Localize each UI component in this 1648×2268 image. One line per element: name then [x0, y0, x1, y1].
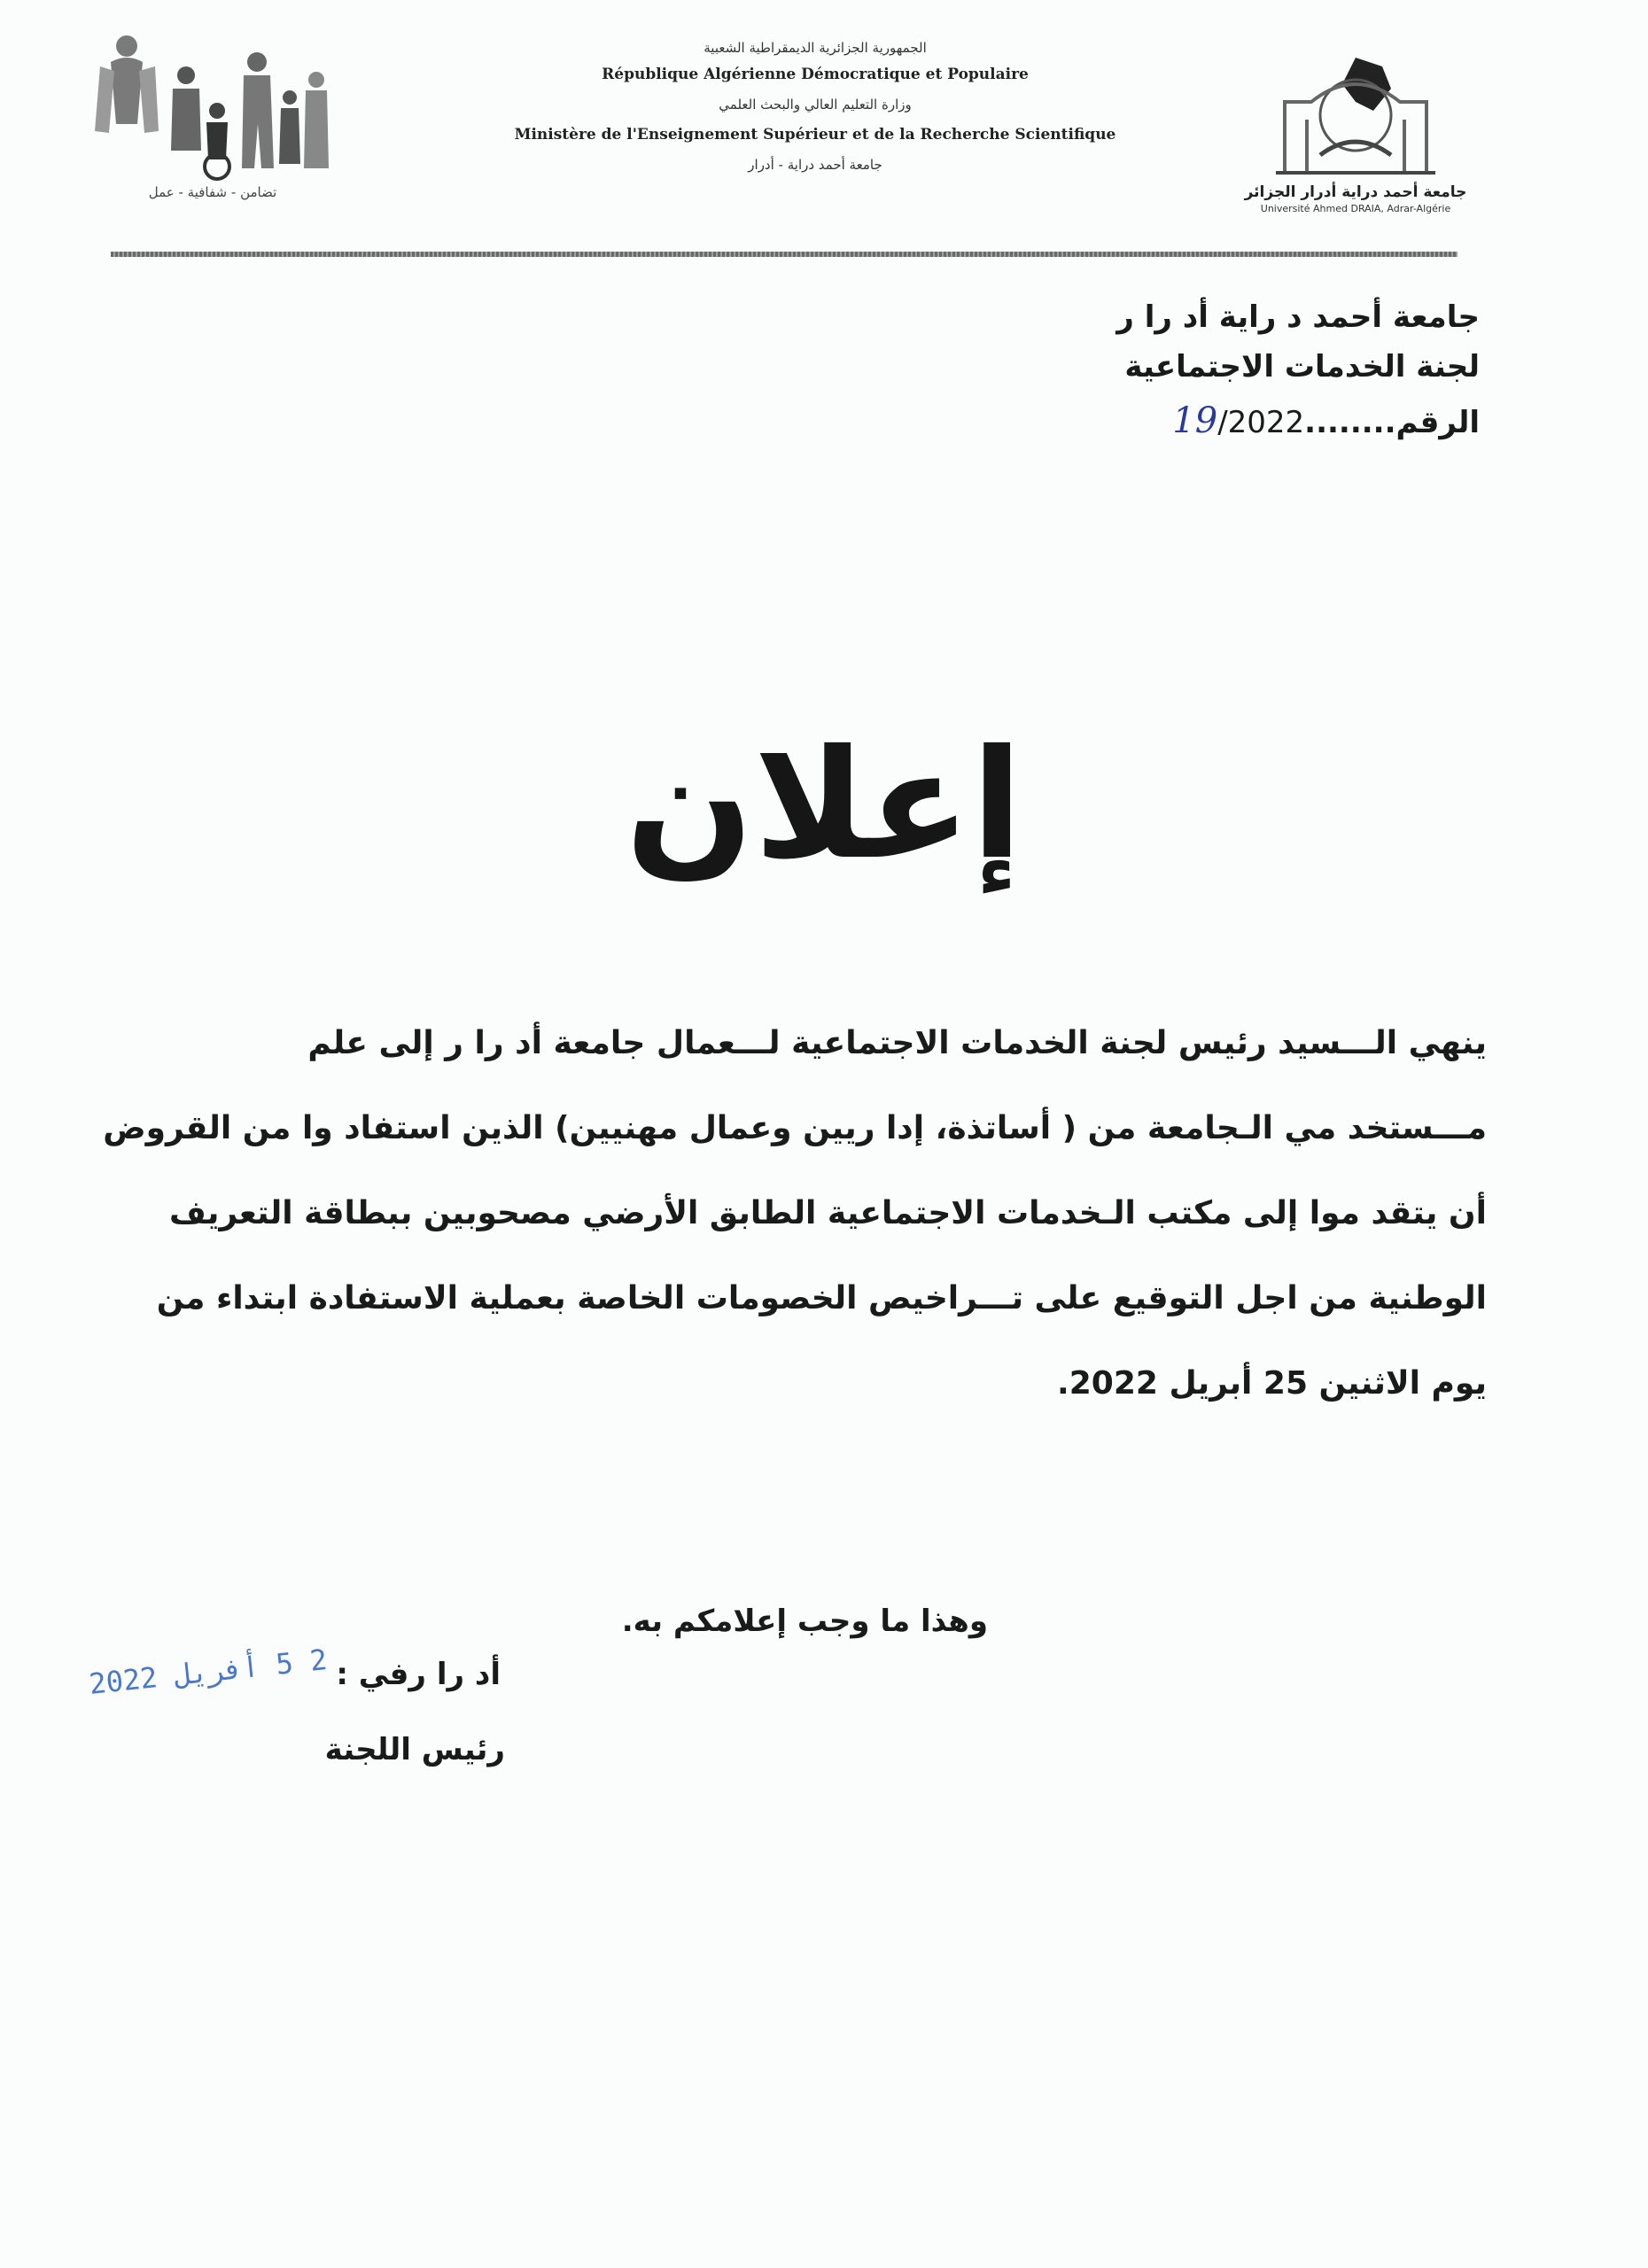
reference-handwritten-number: 19	[1172, 400, 1218, 441]
body-line: يوم الاثنين 25 أبريل 2022.	[1057, 1365, 1487, 1402]
announcement-title: إعلان	[625, 718, 1023, 893]
ministry-name-fr: Ministère de l'Enseignement Supérieur et de la Recherche Scientifique	[514, 125, 1116, 144]
people-group-icon	[84, 27, 341, 182]
header-divider	[111, 252, 1458, 257]
solidarity-logo	[84, 27, 341, 204]
sender-block	[859, 301, 1480, 441]
university-logo	[1223, 49, 1489, 226]
reference-label: الرقم........	[1304, 405, 1480, 440]
letterhead	[0, 0, 1648, 266]
date-stamp: 2 5 أفريل 2022	[87, 1643, 329, 1701]
university-name-ar: جامعة أحمد دراية - أدرار	[748, 157, 882, 173]
motto: تضامن - شفافية - عمل	[148, 184, 277, 200]
republic-name-fr: République Algérienne Démocratique et Populaire	[602, 65, 1029, 83]
body-line: مـــستخد مي الـجامعة من ( أساتذة، إدا ريين وعمال مهنيين) الذين استفاد وا من القروض	[103, 1110, 1487, 1146]
place-label: أد را رفي :	[336, 1657, 501, 1692]
sender-university: جامعة أحمد د راية أد را ر	[1116, 299, 1480, 335]
body-line: الوطنية من اجل التوقيع على تـــراخيص الخصومات الخاصة بعملية الاستفادة ابتداء من	[156, 1280, 1487, 1317]
reference-year: /2022	[1217, 405, 1305, 440]
republic-name-ar: الجمهورية الجزائرية الديمقراطية الشعبية	[704, 40, 927, 56]
signatory-title: رئيس اللجنة	[324, 1732, 505, 1767]
university-logo-name-fr: Université Ahmed DRAIA, Adrar-Algérie	[1260, 203, 1451, 214]
body-line: أن يتقد موا إلى مكتب الـخدمات الاجتماعية الطابق الأرضي مصحوبين ببطاقة التعريف	[168, 1195, 1487, 1231]
university-emblem-icon	[1223, 49, 1489, 182]
reference-number	[859, 400, 1480, 441]
sender-committee: لجنة الخدمات الاجتماعية	[1124, 349, 1480, 384]
announcement-body	[78, 1001, 1487, 1426]
closing-sentence: وهذا ما وجب إعلامكم به.	[621, 1604, 988, 1639]
university-logo-name-ar: جامعة أحمد دراية أدرار الجزائر	[1244, 183, 1467, 201]
letterhead-titles	[425, 40, 1205, 174]
ministry-name-ar: وزارة التعليم العالي والبحث العلمي	[719, 97, 912, 113]
body-line: ينهي الـــسيد رئيس لجنة الخدمات الاجتماعية لـــعمال جامعة أد را ر إلى علم	[307, 1025, 1487, 1061]
